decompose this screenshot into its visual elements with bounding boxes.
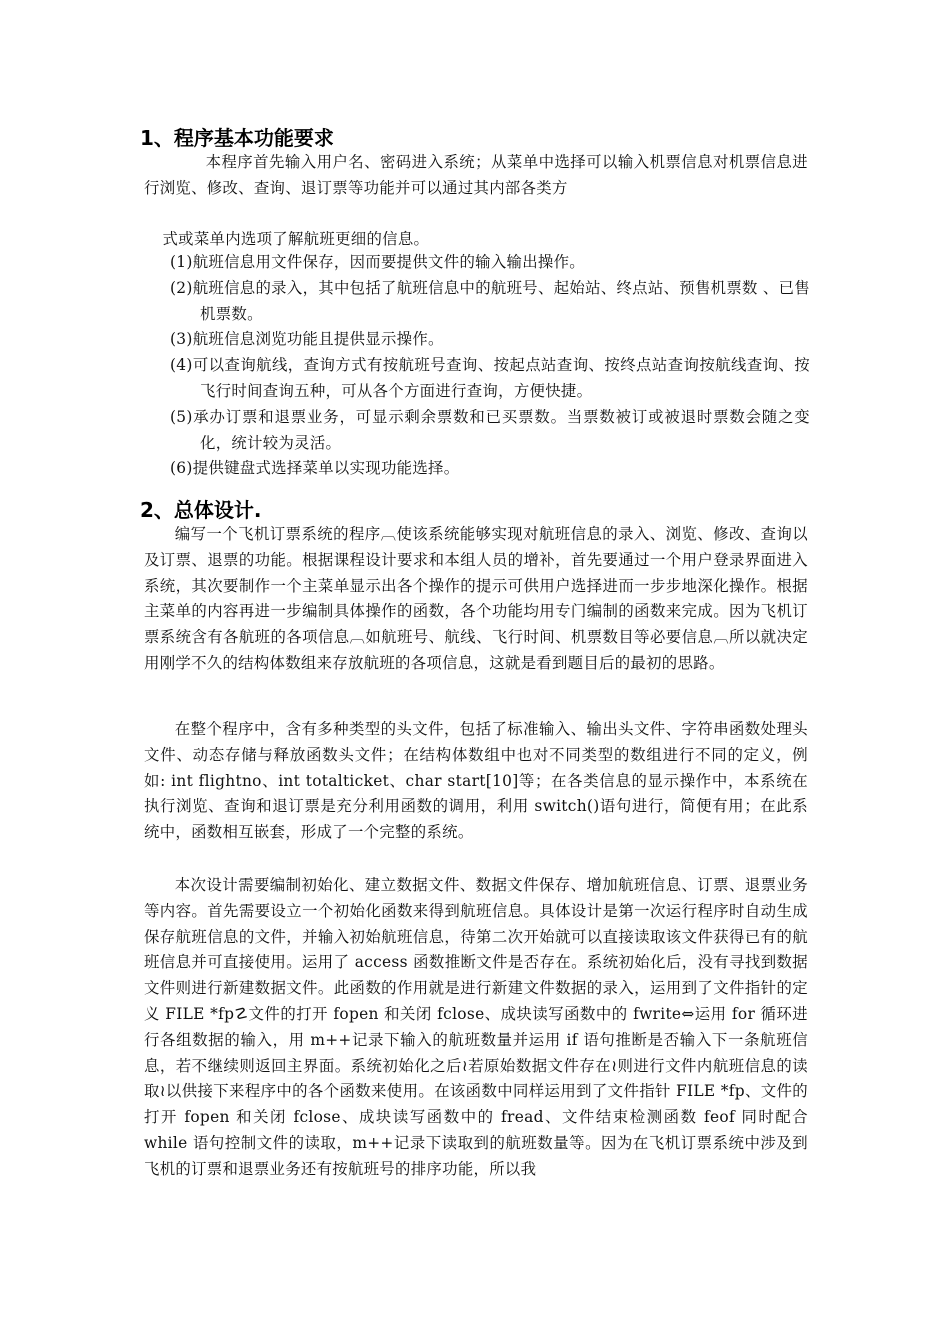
requirements-list (170, 250, 810, 482)
list-item: (4)可以查询航线，查询方式有按航班号查询、按起点站查询、按终点站查询按航线查询、按飞行时间查询五种，可从各个方面进行查询，方便快捷。 (170, 356, 810, 400)
list-item: (5)承办订票和退票业务，可显示剩余票数和已买票数。当票数被订或被退时票数会随之变化，统计较为灵活。 (170, 407, 810, 452)
section-2-heading: 2、总体设计. (140, 498, 262, 522)
list-item: (6)提供键盘式选择菜单以实现功能选择。 (170, 459, 460, 478)
section-1-intro: 本程序首先输入用户名、密码进入系统；从菜单中选择可以输入机票信息对机票信息进行浏览、修改、查询、退订票等功能并可以通过其内部各类方 (144, 153, 808, 197)
list-item: (2)航班信息的录入，其中包括了航班信息中的航班号、起始站、终点站、预售机票数 、已售机票数。 (170, 278, 810, 323)
section-1-heading: 1、程序基本功能要求 (140, 126, 334, 150)
list-item: (3)航班信息浏览功能且提供显示操作。 (170, 330, 444, 349)
section-2-paragraph: 编写一个飞机订票系统的程序︹使该系统能够实现对航班信息的录入、浏览、修改、查询以及订票、退票的功能。根据课程设计要求和本组人员的增补，首先要通过一个用户登录界面进入系统，其次要制作一个主菜单显示出各个操作的提示可供用户选择进而一步步地深化操作。根据主菜单的内容再进一步编制具体操作的函数，各个功能均用专门编制的函数来完成。因为飞机订票系统含有各航班的各项信息︹如航班号、航线、飞行时间、机票数目等必要信息︹所以就决定用刚学不久的结构体数组来存放航班的各项信息，这就是看到题目后的最初的思路。 (144, 525, 808, 672)
section-2-paragraph: 在整个程序中，含有多种类型的头文件，包括了标准输入、输出头文件、字符串函数处理头文件、动态存储与释放函数头文件；在结构体数组中也对不同类型的数组进行不同的定义，例如: int flightno、int totalticket、char start[10]等；在各类信息的显示操作中，本系统在执行浏览、查询和退订票是充分利用函数的调用，利用 switch()语句进行，简便有用；在此系统中，函数相互嵌套，形成了一个完整的系统。 (144, 720, 808, 842)
section-1-intro-continued: 式或菜单内选项了解航班更细的信息。 (162, 230, 430, 248)
list-item: (1)航班信息用文件保存，因而要提供文件的输入输出操作。 (170, 253, 585, 271)
section-2-paragraph: 本次设计需要编制初始化、建立数据文件、数据文件保存、增加航班信息、订票、退票业务等内容。首先需要设立一个初始化函数来得到航班信息。具体设计是第一次运行程序时自动生成保存航班信息的文件，并输入初始航班信息，待第二次开始就可以直接读取该文件获得已有的航班信息并可直接使用。运用了 access 函数推断文件是否存在。系统初始化后，没有寻找到数据文件则进行新建数据文件。此函数的作用就是进行新建文件数据的录入，运用到了文件指针的定义 FILE *fp☡文件的打开 fopen 和关闭 fclose、成块读写函数中的 fwrite⇔运用 for 循环进行各组数据的输入，用 m++记录下输入的航班数量并运用 if 语句推断是否输入下一条航班信息，若不继续则返回主界面。系统初始化之后≀若原始数据文件存在≀则进行文件内航班信息的读取≀以供接下来程序中的各个函数来使用。在该函数中同样运用到了文件指针 FILE *fp、文件的打开 fopen 和关闭 fclose、成块读写函数中的 fread、文件结束检测函数 feof 同时配合 while 语句控制文件的读取，m++记录下读取到的航班数量等。因为在飞机订票系统中涉及到飞机的订票和退票业务还有按航班号的排序功能，所以我 (144, 876, 808, 1178)
